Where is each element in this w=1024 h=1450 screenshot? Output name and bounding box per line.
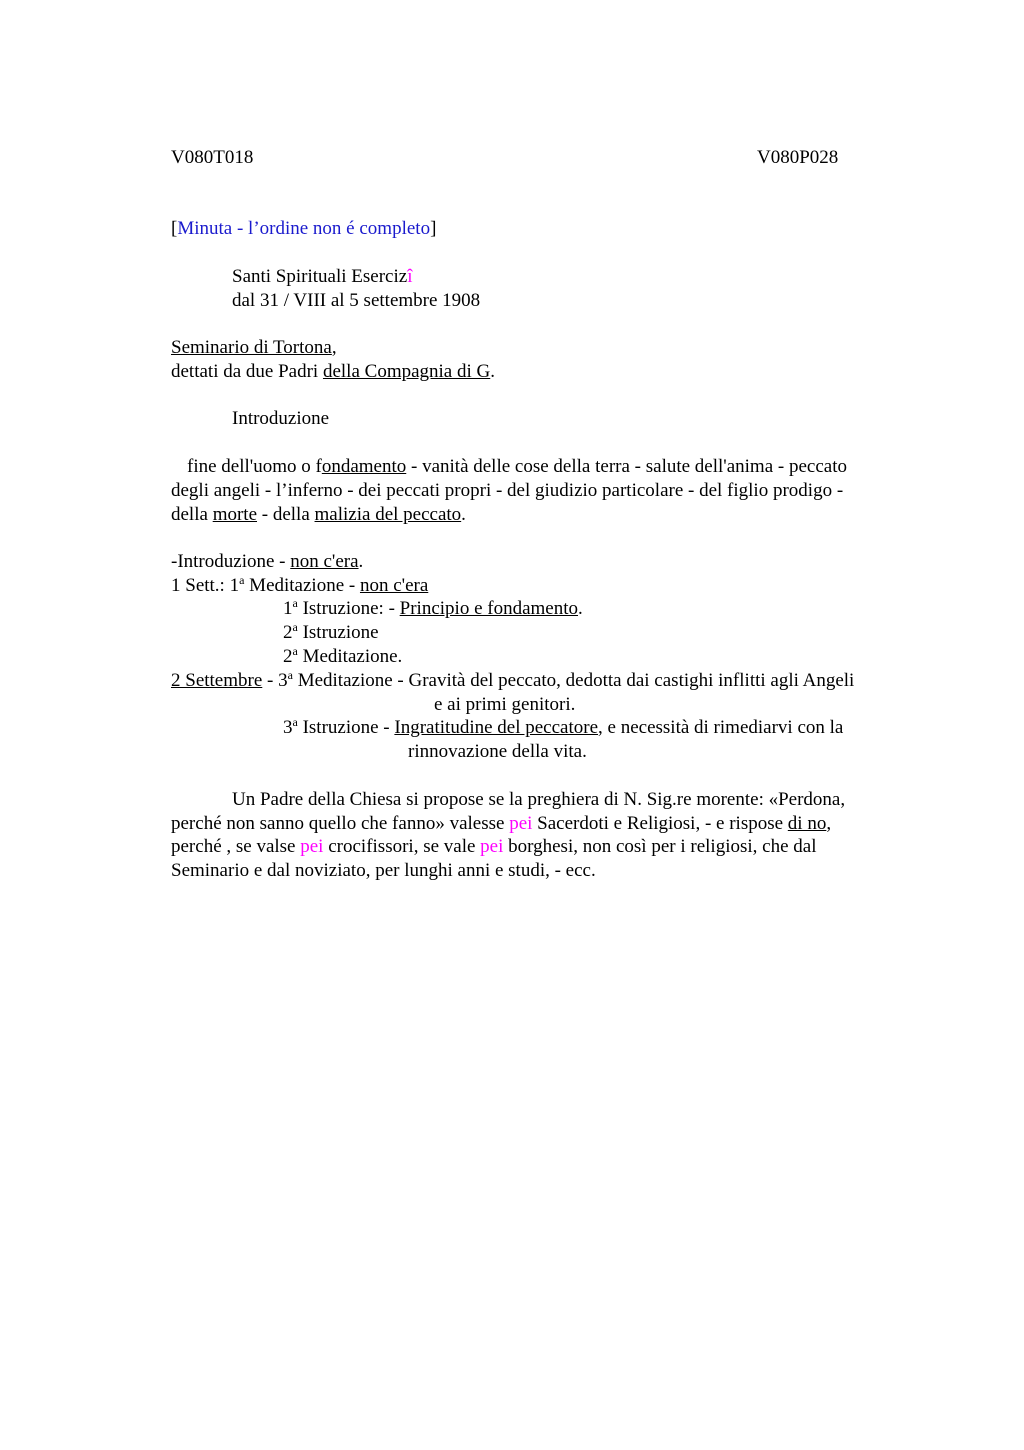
editorial-note-text: Minuta - l’ordine non é completo xyxy=(177,218,431,239)
schedule-row-introduzione xyxy=(171,550,363,574)
paragraph-line-1: Un Padre della Chiesa si propose se la preghiera di N. Sig.re morente: «Perdona, xyxy=(232,789,846,810)
topics-text: - della xyxy=(257,504,315,525)
paragraph-line-3 xyxy=(171,835,816,859)
ordinal-sup: a xyxy=(239,573,245,587)
schedule-underlined: 2 Settembre xyxy=(171,670,263,691)
schedule-text: 2 xyxy=(283,622,293,643)
document-code-left: V080T018 xyxy=(171,147,254,168)
ordinal-sup: a xyxy=(292,620,298,634)
seminary-name: Seminario di Tortona xyxy=(171,337,332,358)
schedule-text: Meditazione - Gravità del peccato, dedotta dai castighi inflitti agli Angeli xyxy=(292,670,855,691)
schedule-text: Istruzione: - xyxy=(297,598,400,619)
place-comma: , xyxy=(331,337,337,358)
title-main: Santi Spirituali Eserciz xyxy=(232,266,408,287)
ordinal-sup: a xyxy=(292,715,298,729)
topics-line-1 xyxy=(187,455,847,479)
highlighted-word: pei xyxy=(480,836,504,857)
topics-underlined: malizia del peccato xyxy=(314,504,462,525)
topics-line-3 xyxy=(171,503,466,527)
paragraph-text: , xyxy=(826,813,832,834)
schedule-row-3-istruzione-cont: rinnovazione della vita. xyxy=(408,741,587,762)
ordinal-sup: a xyxy=(287,668,293,682)
schedule-row-2-meditazione xyxy=(283,645,402,670)
schedule-text: Meditazione. xyxy=(297,646,403,667)
company-name: della Compagnia di G xyxy=(322,361,491,382)
highlighted-word: pei xyxy=(509,813,533,834)
schedule-text: 1 Sett.: 1 xyxy=(171,575,240,596)
highlighted-word: pei xyxy=(300,836,324,857)
schedule-text: Istruzione xyxy=(297,622,379,643)
document-code-right: V080P028 xyxy=(757,147,839,168)
ordinal-sup: a xyxy=(292,644,298,658)
schedule-underlined: non c'era xyxy=(290,551,359,572)
schedule-text: -Introduzione - xyxy=(171,551,291,572)
schedule-underlined: Principio e fondamento xyxy=(399,598,579,619)
title-line-1 xyxy=(232,265,412,289)
paragraph-line-2 xyxy=(171,812,831,836)
paragraph-text: perché non sanno quello che fanno» valesse xyxy=(171,813,510,834)
paragraph-underlined: di no xyxy=(787,813,827,834)
schedule-row-3-istruzione xyxy=(283,716,843,741)
schedule-text: , e necessità di rimediarvi con la xyxy=(598,717,844,738)
topics-text: fine dell'uomo o f xyxy=(187,456,322,477)
topics-text: - vanità delle cose della terra - salute dell'anima - peccato xyxy=(406,456,847,477)
schedule-text: 3 xyxy=(283,717,293,738)
schedule-underlined: Ingratitudine del peccatore xyxy=(394,717,599,738)
title-line-2: dal 31 / VIII al 5 settembre 1908 xyxy=(232,290,481,311)
paragraph-text: perché , se valse xyxy=(171,836,301,857)
schedule-row-2-settembre xyxy=(171,669,854,694)
title-accent-letter: î xyxy=(407,266,413,287)
editorial-note xyxy=(171,217,436,241)
place-line-1 xyxy=(171,336,337,360)
place-period: . xyxy=(490,361,495,382)
bracket-close: ] xyxy=(430,218,437,239)
schedule-text: 1 xyxy=(283,598,293,619)
topics-text: . xyxy=(461,504,466,525)
schedule-row-2-istruzione xyxy=(283,621,379,646)
schedule-text: Meditazione - xyxy=(244,575,360,596)
dictated-prefix: dettati da due Padri xyxy=(171,361,323,382)
bracket-open: [ xyxy=(171,218,178,239)
schedule-text: . xyxy=(578,598,583,619)
schedule-row-1-istruzione xyxy=(283,597,583,622)
paragraph-text: borghesi, non così per i religiosi, che dal xyxy=(503,836,817,857)
schedule-row-1-sett xyxy=(171,574,428,599)
topics-line-2: degli angeli - l’inferno - dei peccati propri - del giudizio particolare - del figlio prodigo - xyxy=(171,480,844,501)
paragraph-text: crocifissori, se vale xyxy=(323,836,481,857)
intro-heading: Introduzione xyxy=(232,408,330,429)
paragraph-text: Sacerdoti e Religiosi, - e rispose xyxy=(532,813,788,834)
schedule-text: - 3 xyxy=(262,670,288,691)
schedule-underlined: non c'era xyxy=(359,575,429,596)
schedule-text: Istruzione - xyxy=(297,717,395,738)
schedule-text: . xyxy=(358,551,364,572)
topics-text: della xyxy=(171,504,213,525)
topics-underlined: ondamento xyxy=(321,456,407,477)
paragraph-line-4: Seminario e dal noviziato, per lunghi anni e studi, - ecc. xyxy=(171,860,596,881)
topics-underlined: morte xyxy=(212,504,258,525)
schedule-row-2-settembre-cont: e ai primi genitori. xyxy=(434,694,576,715)
schedule-text: 2 xyxy=(283,646,293,667)
place-line-2 xyxy=(171,360,495,384)
ordinal-sup: a xyxy=(292,596,298,610)
